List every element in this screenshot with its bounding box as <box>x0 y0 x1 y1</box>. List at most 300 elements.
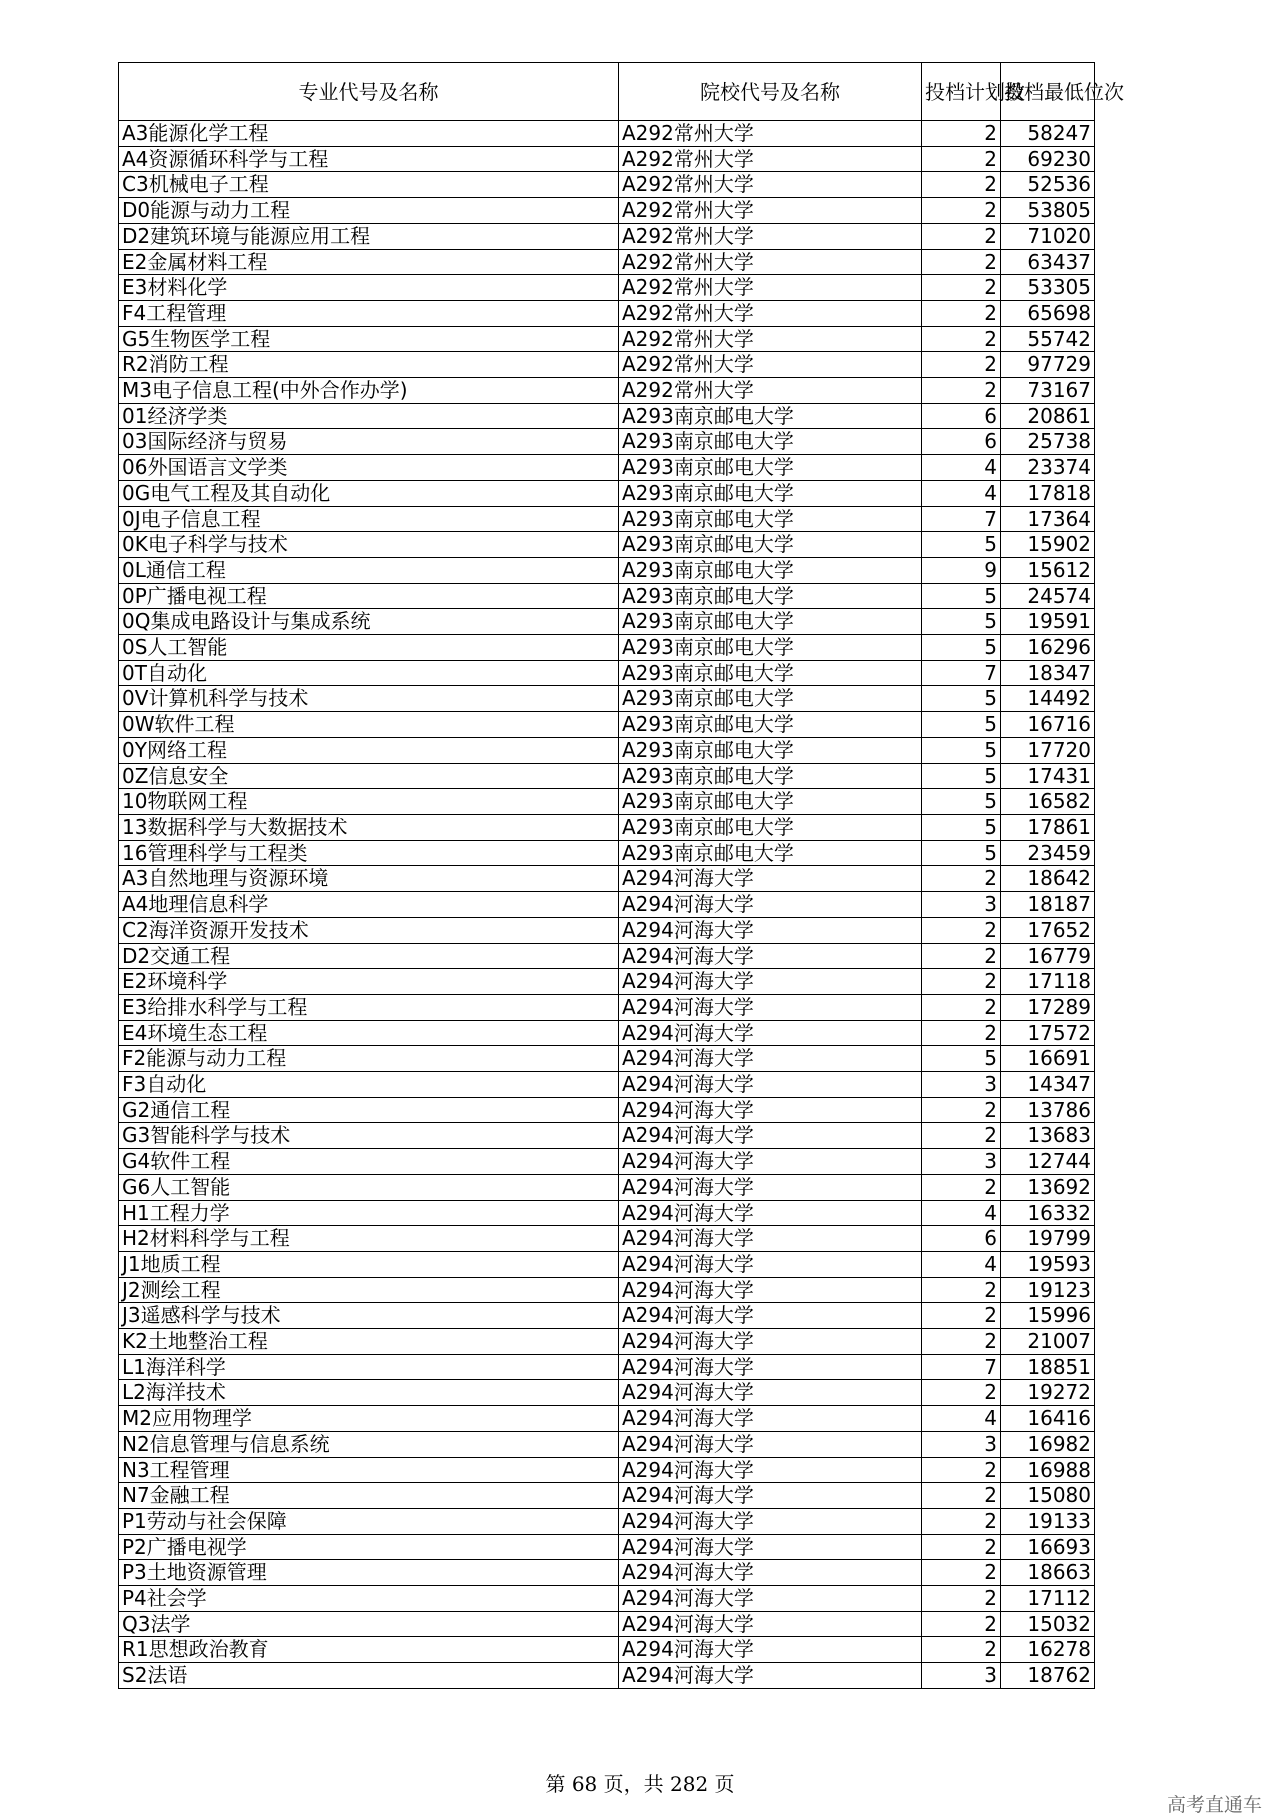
cell-school: A294河海大学 <box>619 1508 922 1534</box>
cell-school: A294河海大学 <box>619 892 922 918</box>
cell-school: A294河海大学 <box>619 1534 922 1560</box>
table-row <box>119 609 1095 635</box>
table-row <box>119 326 1095 352</box>
cell-school: A294河海大学 <box>619 1586 922 1612</box>
cell-rank: 19123 <box>1001 1277 1095 1303</box>
table-row <box>119 994 1095 1020</box>
cell-major: A3自然地理与资源环境 <box>119 866 619 892</box>
cell-rank: 18762 <box>1001 1663 1095 1689</box>
cell-plan: 7 <box>922 1354 1001 1380</box>
cell-major: 0P广播电视工程 <box>119 583 619 609</box>
cell-major: P3土地资源管理 <box>119 1560 619 1586</box>
cell-major: R1思想政治教育 <box>119 1637 619 1663</box>
table-row <box>119 1097 1095 1123</box>
cell-school: A294河海大学 <box>619 943 922 969</box>
table-row <box>119 1586 1095 1612</box>
cell-rank: 16716 <box>1001 712 1095 738</box>
table-row <box>119 763 1095 789</box>
cell-rank: 16988 <box>1001 1457 1095 1483</box>
cell-school: A294河海大学 <box>619 1123 922 1149</box>
cell-plan: 2 <box>922 1277 1001 1303</box>
cell-rank: 17720 <box>1001 737 1095 763</box>
cell-rank: 17861 <box>1001 814 1095 840</box>
table-row <box>119 1457 1095 1483</box>
cell-rank: 19593 <box>1001 1251 1095 1277</box>
cell-rank: 17364 <box>1001 506 1095 532</box>
cell-school: A293南京邮电大学 <box>619 480 922 506</box>
cell-major: K2土地整治工程 <box>119 1329 619 1355</box>
cell-rank: 16693 <box>1001 1534 1095 1560</box>
cell-school: A292常州大学 <box>619 300 922 326</box>
cell-major: 0S人工智能 <box>119 635 619 661</box>
cell-major: 0Z信息安全 <box>119 763 619 789</box>
cell-major: 13数据科学与大数据技术 <box>119 814 619 840</box>
table-row <box>119 1380 1095 1406</box>
cell-plan: 2 <box>922 326 1001 352</box>
table-row <box>119 506 1095 532</box>
cell-school: A292常州大学 <box>619 121 922 147</box>
cell-school: A294河海大学 <box>619 917 922 943</box>
cell-plan: 5 <box>922 789 1001 815</box>
cell-plan: 9 <box>922 557 1001 583</box>
table-row <box>119 1226 1095 1252</box>
table-row <box>119 1277 1095 1303</box>
cell-rank: 18187 <box>1001 892 1095 918</box>
cell-rank: 18347 <box>1001 660 1095 686</box>
page-number: 第 68 页，共 282 页 <box>545 1772 735 1796</box>
cell-rank: 18642 <box>1001 866 1095 892</box>
cell-rank: 13683 <box>1001 1123 1095 1149</box>
cell-school: A294河海大学 <box>619 866 922 892</box>
table-row <box>119 275 1095 301</box>
cell-plan: 2 <box>922 378 1001 404</box>
cell-rank: 16296 <box>1001 635 1095 661</box>
cell-rank: 19591 <box>1001 609 1095 635</box>
table-row <box>119 1406 1095 1432</box>
cell-rank: 15996 <box>1001 1303 1095 1329</box>
table-row <box>119 943 1095 969</box>
cell-school: A294河海大学 <box>619 1611 922 1637</box>
cell-plan: 6 <box>922 429 1001 455</box>
cell-school: A292常州大学 <box>619 378 922 404</box>
cell-school: A293南京邮电大学 <box>619 403 922 429</box>
cell-rank: 17652 <box>1001 917 1095 943</box>
cell-major: E4环境生态工程 <box>119 1020 619 1046</box>
cell-school: A292常州大学 <box>619 172 922 198</box>
cell-plan: 2 <box>922 943 1001 969</box>
table-row <box>119 1174 1095 1200</box>
cell-major: F4工程管理 <box>119 300 619 326</box>
cell-plan: 2 <box>922 1508 1001 1534</box>
table-row <box>119 1431 1095 1457</box>
cell-major: J1地质工程 <box>119 1251 619 1277</box>
header-school: 院校代号及名称 <box>619 63 922 121</box>
cell-school: A294河海大学 <box>619 1226 922 1252</box>
cell-major: 0T自动化 <box>119 660 619 686</box>
cell-major: 0L通信工程 <box>119 557 619 583</box>
table-row <box>119 1072 1095 1098</box>
cell-plan: 2 <box>922 121 1001 147</box>
cell-major: 01经济学类 <box>119 403 619 429</box>
cell-plan: 2 <box>922 275 1001 301</box>
cell-plan: 2 <box>922 1174 1001 1200</box>
cell-plan: 2 <box>922 172 1001 198</box>
cell-school: A293南京邮电大学 <box>619 789 922 815</box>
cell-school: A294河海大学 <box>619 994 922 1020</box>
cell-major: L1海洋科学 <box>119 1354 619 1380</box>
cell-major: N3工程管理 <box>119 1457 619 1483</box>
table-row <box>119 1508 1095 1534</box>
cell-rank: 13692 <box>1001 1174 1095 1200</box>
cell-plan: 2 <box>922 223 1001 249</box>
table-row <box>119 686 1095 712</box>
watermark-text: 高考直通车 <box>1166 1794 1262 1816</box>
cell-plan: 2 <box>922 1483 1001 1509</box>
cell-school: A293南京邮电大学 <box>619 429 922 455</box>
cell-major: A4地理信息科学 <box>119 892 619 918</box>
cell-school: A294河海大学 <box>619 1251 922 1277</box>
cell-rank: 17572 <box>1001 1020 1095 1046</box>
cell-major: C2海洋资源开发技术 <box>119 917 619 943</box>
cell-plan: 5 <box>922 635 1001 661</box>
table-row <box>119 1534 1095 1560</box>
cell-plan: 2 <box>922 1586 1001 1612</box>
table-row <box>119 1046 1095 1072</box>
cell-plan: 5 <box>922 686 1001 712</box>
cell-rank: 18663 <box>1001 1560 1095 1586</box>
cell-plan: 3 <box>922 1149 1001 1175</box>
cell-school: A294河海大学 <box>619 1329 922 1355</box>
table-row <box>119 1123 1095 1149</box>
cell-major: P2广播电视学 <box>119 1534 619 1560</box>
cell-rank: 53805 <box>1001 198 1095 224</box>
table-body <box>119 121 1095 1689</box>
cell-major: E3给排水科学与工程 <box>119 994 619 1020</box>
cell-rank: 17818 <box>1001 480 1095 506</box>
cell-rank: 18851 <box>1001 1354 1095 1380</box>
cell-major: 16管理科学与工程类 <box>119 840 619 866</box>
cell-major: P1劳动与社会保障 <box>119 1508 619 1534</box>
cell-school: A294河海大学 <box>619 1380 922 1406</box>
cell-school: A292常州大学 <box>619 275 922 301</box>
cell-plan: 2 <box>922 300 1001 326</box>
cell-rank: 71020 <box>1001 223 1095 249</box>
cell-plan: 2 <box>922 1380 1001 1406</box>
cell-rank: 21007 <box>1001 1329 1095 1355</box>
cell-rank: 15612 <box>1001 557 1095 583</box>
cell-plan: 3 <box>922 1431 1001 1457</box>
cell-school: A293南京邮电大学 <box>619 609 922 635</box>
cell-rank: 16416 <box>1001 1406 1095 1432</box>
cell-rank: 15032 <box>1001 1611 1095 1637</box>
cell-major: M2应用物理学 <box>119 1406 619 1432</box>
cell-school: A292常州大学 <box>619 352 922 378</box>
cell-major: P4社会学 <box>119 1586 619 1612</box>
cell-plan: 2 <box>922 1097 1001 1123</box>
cell-major: 06外国语言文学类 <box>119 455 619 481</box>
cell-major: Q3法学 <box>119 1611 619 1637</box>
cell-rank: 16278 <box>1001 1637 1095 1663</box>
cell-plan: 7 <box>922 506 1001 532</box>
table-row <box>119 198 1095 224</box>
cell-rank: 52536 <box>1001 172 1095 198</box>
cell-major: J3遥感科学与技术 <box>119 1303 619 1329</box>
cell-major: G2通信工程 <box>119 1097 619 1123</box>
cell-major: 10物联网工程 <box>119 789 619 815</box>
table-row <box>119 737 1095 763</box>
cell-plan: 3 <box>922 1072 1001 1098</box>
cell-plan: 5 <box>922 814 1001 840</box>
cell-school: A293南京邮电大学 <box>619 506 922 532</box>
cell-rank: 16779 <box>1001 943 1095 969</box>
cell-plan: 4 <box>922 455 1001 481</box>
cell-plan: 2 <box>922 866 1001 892</box>
cell-plan: 5 <box>922 1046 1001 1072</box>
cell-rank: 13786 <box>1001 1097 1095 1123</box>
cell-major: E2环境科学 <box>119 969 619 995</box>
cell-rank: 16332 <box>1001 1200 1095 1226</box>
cell-major: F3自动化 <box>119 1072 619 1098</box>
cell-plan: 2 <box>922 1611 1001 1637</box>
cell-rank: 69230 <box>1001 146 1095 172</box>
cell-major: H2材料科学与工程 <box>119 1226 619 1252</box>
cell-rank: 17289 <box>1001 994 1095 1020</box>
cell-plan: 7 <box>922 660 1001 686</box>
cell-major: 0J电子信息工程 <box>119 506 619 532</box>
admission-table <box>118 62 1124 1689</box>
table-row <box>119 557 1095 583</box>
cell-rank: 65698 <box>1001 300 1095 326</box>
table-row <box>119 814 1095 840</box>
cell-rank: 23459 <box>1001 840 1095 866</box>
table-row <box>119 403 1095 429</box>
cell-school: A292常州大学 <box>619 198 922 224</box>
cell-school: A293南京邮电大学 <box>619 660 922 686</box>
cell-major: L2海洋技术 <box>119 1380 619 1406</box>
cell-school: A292常州大学 <box>619 223 922 249</box>
table-row <box>119 660 1095 686</box>
cell-school: A293南京邮电大学 <box>619 712 922 738</box>
cell-rank: 58247 <box>1001 121 1095 147</box>
cell-rank: 17431 <box>1001 763 1095 789</box>
cell-major: C3机械电子工程 <box>119 172 619 198</box>
cell-plan: 5 <box>922 763 1001 789</box>
cell-school: A293南京邮电大学 <box>619 686 922 712</box>
table-row <box>119 429 1095 455</box>
cell-major: H1工程力学 <box>119 1200 619 1226</box>
cell-school: A293南京邮电大学 <box>619 763 922 789</box>
cell-plan: 2 <box>922 994 1001 1020</box>
cell-major: A3能源化学工程 <box>119 121 619 147</box>
cell-rank: 14492 <box>1001 686 1095 712</box>
cell-major: A4资源循环科学与工程 <box>119 146 619 172</box>
cell-school: A294河海大学 <box>619 1097 922 1123</box>
table-row <box>119 300 1095 326</box>
cell-plan: 5 <box>922 712 1001 738</box>
table-row <box>119 121 1095 147</box>
table-row <box>119 1149 1095 1175</box>
header-plan: 投档计划数 <box>922 63 1001 121</box>
table-row <box>119 455 1095 481</box>
cell-school: A294河海大学 <box>619 1277 922 1303</box>
cell-rank: 12744 <box>1001 1149 1095 1175</box>
table-row <box>119 583 1095 609</box>
cell-rank: 15902 <box>1001 532 1095 558</box>
cell-school: A293南京邮电大学 <box>619 583 922 609</box>
cell-rank: 19799 <box>1001 1226 1095 1252</box>
cell-major: 0Q集成电路设计与集成系统 <box>119 609 619 635</box>
cell-school: A293南京邮电大学 <box>619 737 922 763</box>
table-row <box>119 712 1095 738</box>
cell-plan: 2 <box>922 1020 1001 1046</box>
cell-major: 0Y网络工程 <box>119 737 619 763</box>
cell-plan: 4 <box>922 480 1001 506</box>
cell-major: F2能源与动力工程 <box>119 1046 619 1072</box>
cell-rank: 16691 <box>1001 1046 1095 1072</box>
table-row <box>119 1251 1095 1277</box>
cell-school: A293南京邮电大学 <box>619 557 922 583</box>
cell-major: 0G电气工程及其自动化 <box>119 480 619 506</box>
cell-major: G3智能科学与技术 <box>119 1123 619 1149</box>
cell-rank: 19133 <box>1001 1508 1095 1534</box>
cell-school: A292常州大学 <box>619 326 922 352</box>
cell-school: A293南京邮电大学 <box>619 840 922 866</box>
cell-school: A293南京邮电大学 <box>619 455 922 481</box>
cell-major: 03国际经济与贸易 <box>119 429 619 455</box>
cell-rank: 15080 <box>1001 1483 1095 1509</box>
table-row <box>119 1637 1095 1663</box>
cell-school: A294河海大学 <box>619 1200 922 1226</box>
cell-school: A294河海大学 <box>619 1431 922 1457</box>
cell-school: A294河海大学 <box>619 1560 922 1586</box>
table-row <box>119 840 1095 866</box>
cell-plan: 5 <box>922 583 1001 609</box>
cell-plan: 2 <box>922 1123 1001 1149</box>
table-row <box>119 1483 1095 1509</box>
cell-major: D2建筑环境与能源应用工程 <box>119 223 619 249</box>
cell-plan: 2 <box>922 352 1001 378</box>
cell-plan: 3 <box>922 892 1001 918</box>
cell-plan: 2 <box>922 1637 1001 1663</box>
cell-major: M3电子信息工程(中外合作办学) <box>119 378 619 404</box>
cell-rank: 17112 <box>1001 1586 1095 1612</box>
table-row <box>119 1354 1095 1380</box>
table-row <box>119 480 1095 506</box>
cell-plan: 2 <box>922 1303 1001 1329</box>
cell-major: G4软件工程 <box>119 1149 619 1175</box>
cell-plan: 4 <box>922 1251 1001 1277</box>
table-row <box>119 1560 1095 1586</box>
cell-rank: 14347 <box>1001 1072 1095 1098</box>
cell-plan: 4 <box>922 1200 1001 1226</box>
cell-plan: 5 <box>922 840 1001 866</box>
table-row <box>119 223 1095 249</box>
table-row <box>119 789 1095 815</box>
cell-major: J2测绘工程 <box>119 1277 619 1303</box>
cell-school: A292常州大学 <box>619 146 922 172</box>
cell-school: A294河海大学 <box>619 1663 922 1689</box>
table-row <box>119 635 1095 661</box>
cell-rank: 19272 <box>1001 1380 1095 1406</box>
cell-major: E3材料化学 <box>119 275 619 301</box>
table-row <box>119 352 1095 378</box>
table-row <box>119 892 1095 918</box>
cell-rank: 16582 <box>1001 789 1095 815</box>
cell-school: A292常州大学 <box>619 249 922 275</box>
cell-school: A294河海大学 <box>619 1174 922 1200</box>
cell-rank: 63437 <box>1001 249 1095 275</box>
cell-major: D0能源与动力工程 <box>119 198 619 224</box>
cell-major: 0K电子科学与技术 <box>119 532 619 558</box>
cell-school: A294河海大学 <box>619 1303 922 1329</box>
table-row <box>119 1329 1095 1355</box>
table-row <box>119 866 1095 892</box>
cell-rank: 97729 <box>1001 352 1095 378</box>
cell-rank: 73167 <box>1001 378 1095 404</box>
cell-rank: 53305 <box>1001 275 1095 301</box>
cell-major: N7金融工程 <box>119 1483 619 1509</box>
table-row <box>119 172 1095 198</box>
cell-school: A294河海大学 <box>619 1020 922 1046</box>
cell-rank: 24574 <box>1001 583 1095 609</box>
table-row <box>119 1611 1095 1637</box>
cell-plan: 3 <box>922 1663 1001 1689</box>
cell-school: A294河海大学 <box>619 1457 922 1483</box>
cell-plan: 5 <box>922 737 1001 763</box>
header-major: 专业代号及名称 <box>119 63 619 121</box>
cell-plan: 2 <box>922 1457 1001 1483</box>
cell-school: A294河海大学 <box>619 1483 922 1509</box>
cell-rank: 17118 <box>1001 969 1095 995</box>
table-row <box>119 1303 1095 1329</box>
cell-major: E2金属材料工程 <box>119 249 619 275</box>
cell-major: N2信息管理与信息系统 <box>119 1431 619 1457</box>
header-rank: 投档最低位次 <box>1001 63 1095 121</box>
cell-rank: 16982 <box>1001 1431 1095 1457</box>
cell-plan: 6 <box>922 403 1001 429</box>
cell-school: A293南京邮电大学 <box>619 532 922 558</box>
cell-plan: 2 <box>922 198 1001 224</box>
table-row <box>119 1200 1095 1226</box>
cell-plan: 2 <box>922 146 1001 172</box>
cell-plan: 2 <box>922 1560 1001 1586</box>
cell-school: A294河海大学 <box>619 1406 922 1432</box>
cell-plan: 6 <box>922 1226 1001 1252</box>
cell-major: D2交通工程 <box>119 943 619 969</box>
table-header-row <box>119 63 1095 121</box>
cell-plan: 2 <box>922 1329 1001 1355</box>
cell-plan: 5 <box>922 532 1001 558</box>
cell-school: A294河海大学 <box>619 1046 922 1072</box>
table-row <box>119 146 1095 172</box>
cell-school: A294河海大学 <box>619 969 922 995</box>
cell-school: A293南京邮电大学 <box>619 635 922 661</box>
table-row <box>119 1663 1095 1689</box>
table-row <box>119 1020 1095 1046</box>
cell-major: R2消防工程 <box>119 352 619 378</box>
cell-major: 0W软件工程 <box>119 712 619 738</box>
cell-school: A294河海大学 <box>619 1354 922 1380</box>
cell-major: G6人工智能 <box>119 1174 619 1200</box>
cell-major: 0V计算机科学与技术 <box>119 686 619 712</box>
cell-school: A294河海大学 <box>619 1637 922 1663</box>
cell-rank: 20861 <box>1001 403 1095 429</box>
table-row <box>119 378 1095 404</box>
table-row <box>119 532 1095 558</box>
cell-rank: 55742 <box>1001 326 1095 352</box>
cell-rank: 23374 <box>1001 455 1095 481</box>
cell-plan: 2 <box>922 249 1001 275</box>
